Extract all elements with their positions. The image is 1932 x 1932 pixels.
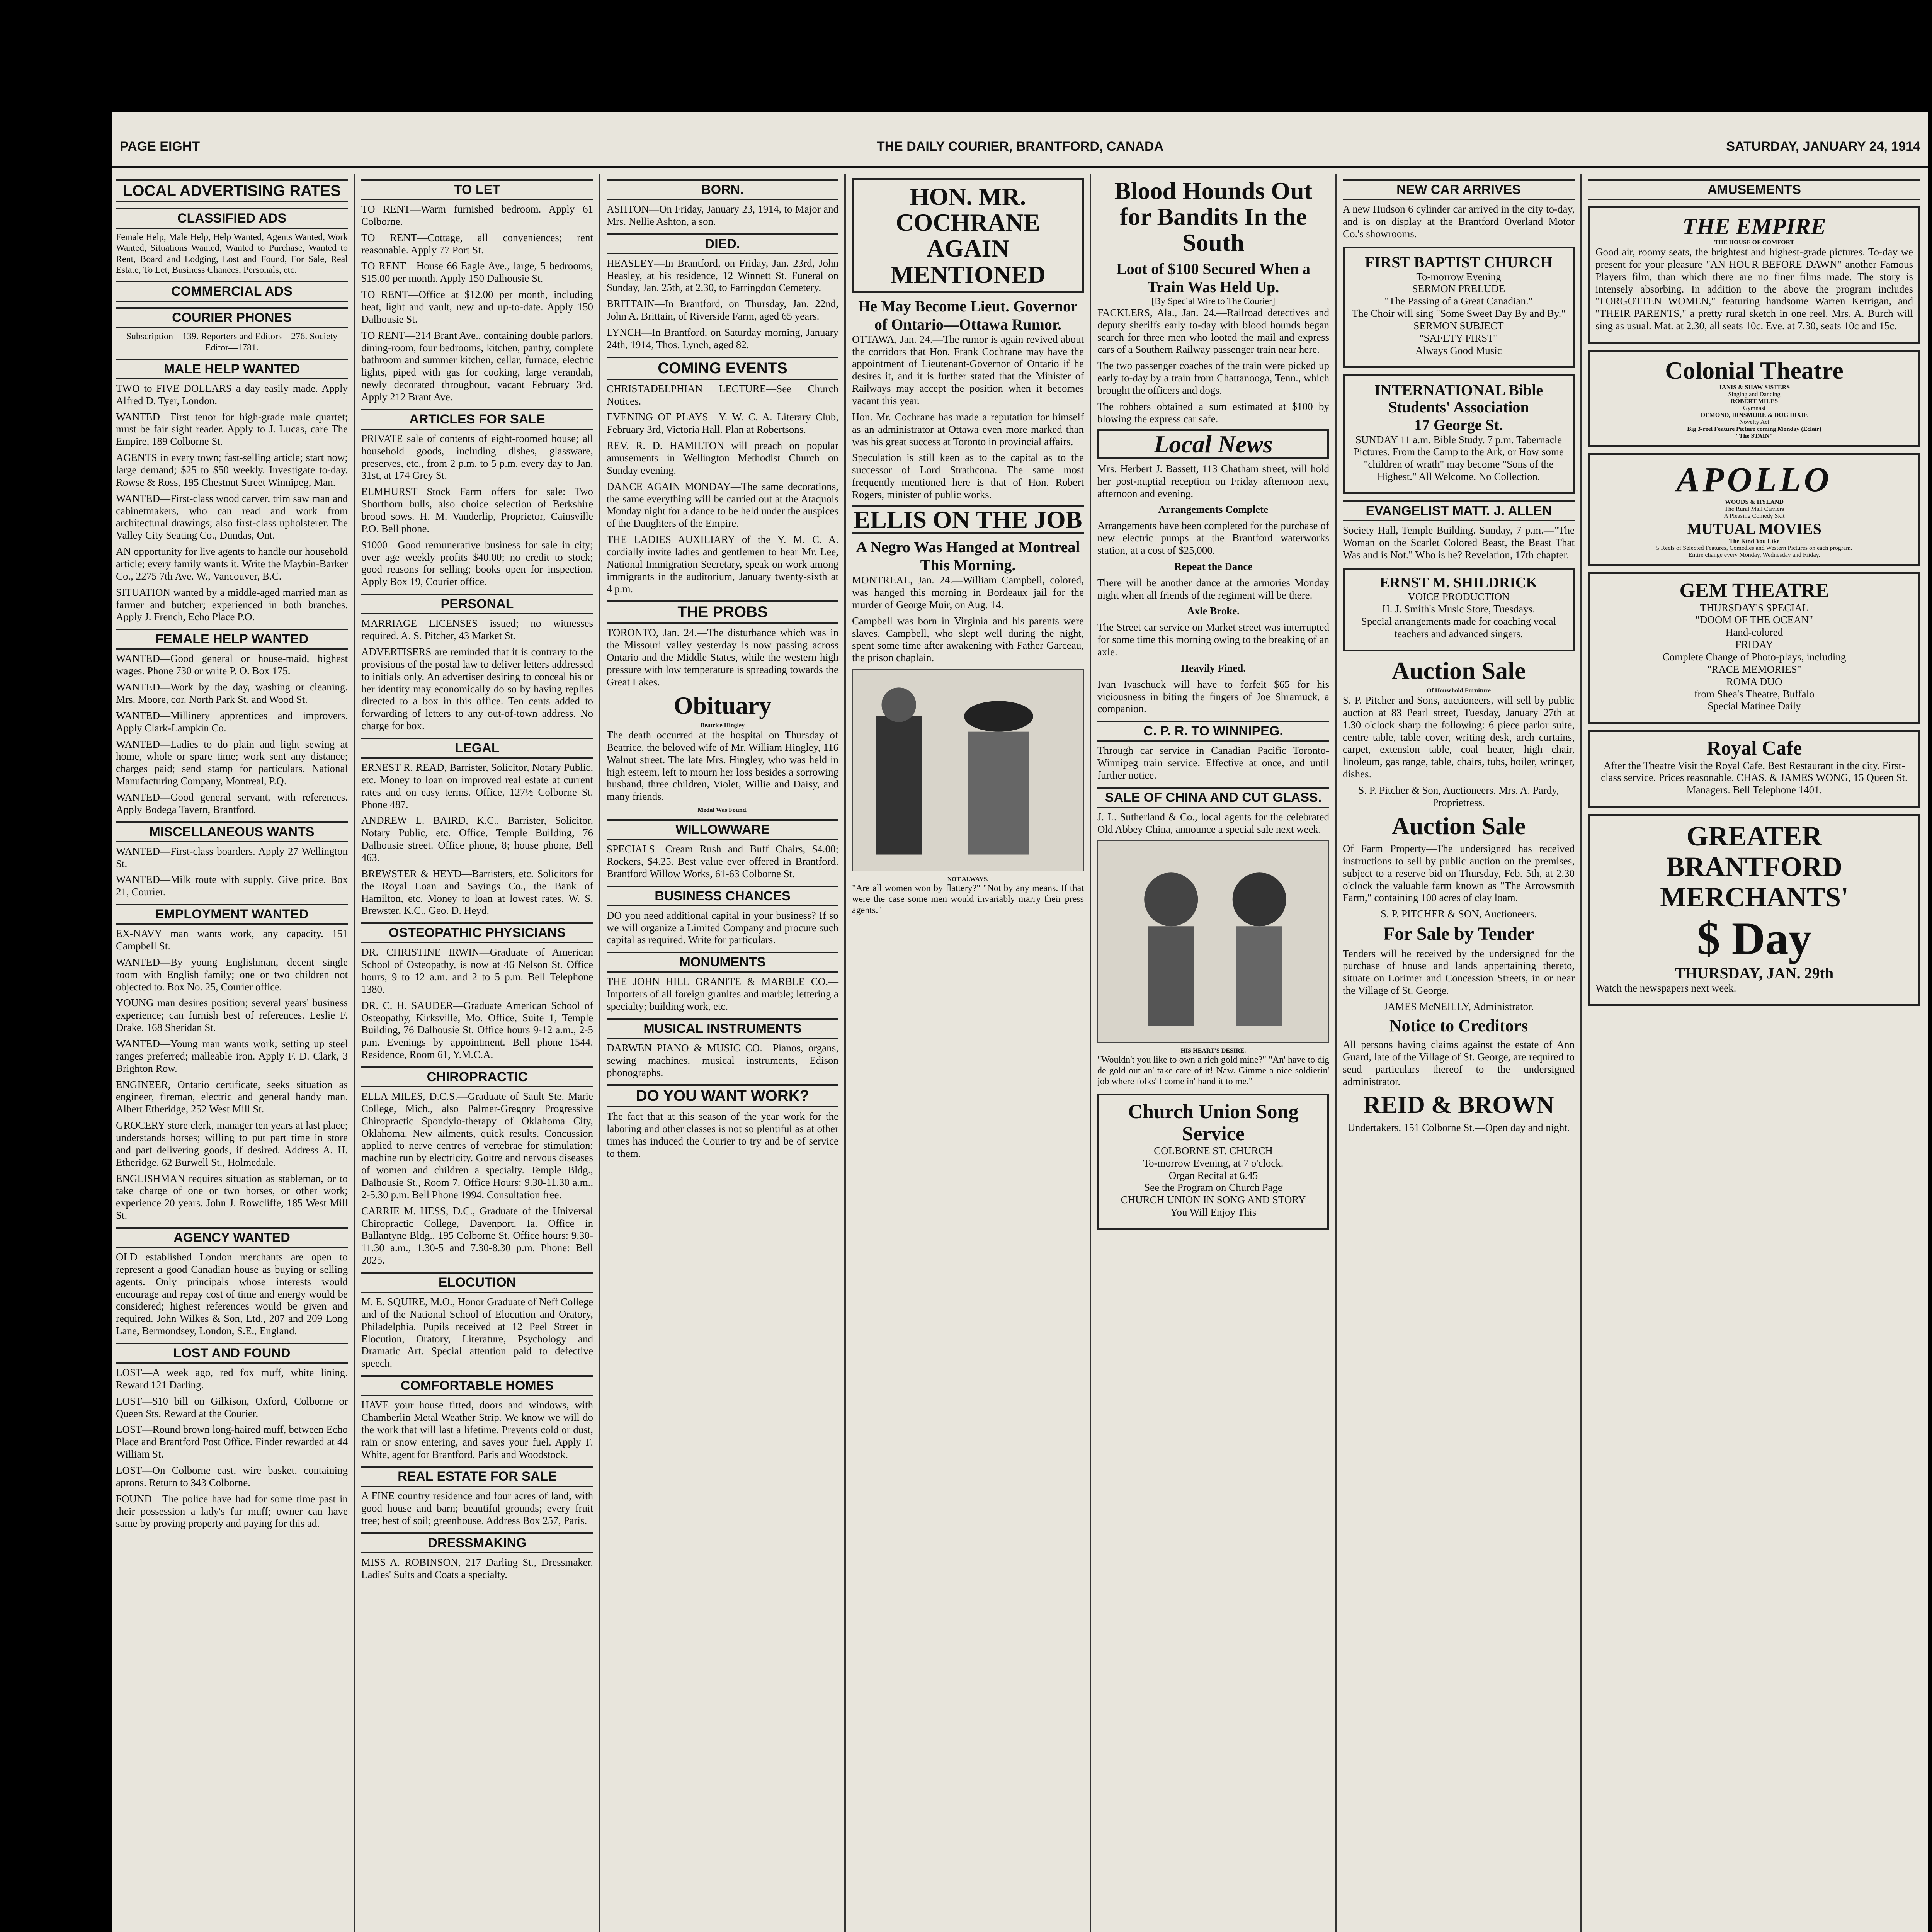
classified-ad: LOST—A week ago, red fox muff, white lining. Reward 121 Darling. (116, 1367, 348, 1391)
dollar-day-title: $ Day (1697, 912, 1812, 964)
classified-ad: ELMHURST Stock Farm offers for sale: Two Shorthorn bulls, also choice selection of Berkshire brood sows. H. M. Vanderlip, Proprietor, Cainsville P.O. Bell phone. (361, 486, 593, 534)
cpr-text: Through car service in Canadian Pacific Toronto-Winnipeg train service. Effective at once, and until further notice. (1097, 745, 1329, 781)
classified-ad: AGENTS in every town; fast-selling article; start now; large demand; $25 to $50 weekly. Investigate to-day. Rowse & Ross, 195 Chestnut Street Winnipeg, Man. (116, 452, 348, 488)
church-union-ad (1097, 1094, 1329, 1230)
local-subhead: Repeat the Dance (1174, 560, 1253, 572)
local-subhead: Heavily Fined. (1181, 662, 1246, 674)
death-notice: LYNCH—In Brantford, on Saturday morning, January 24th, 1914, Thos. Lynch, aged 82. (607, 327, 838, 350)
event-item: THE LADIES AUXILIARY of the Y. M. C. A. cordially invite ladies and gentlemen to hear Mr. Lee, National Immigration Secretary, speak on work among immigrants in the auditorium, January twenty-sixth at 4 p.m. (607, 534, 838, 595)
cartoon-caption: NOT ALWAYS. (947, 876, 989, 883)
gem-text: THURSDAY'S SPECIAL "DOOM OF THE OCEAN" Hand-colored FRIDAY Complete Change of Photo-plays, including "RACE MEMORIES" ROMA DUO from Shea's Theatre, Buffalo Special Matinee Daily (1662, 602, 1846, 712)
auction-header: Auction Sale (1391, 812, 1526, 840)
cartoon-figure-body (1148, 926, 1194, 1026)
classified-ad: GROCERY store clerk, manager ten years at last place; understands horses; willing to put part time in store and part delivering goods, if desired. Address A. H. Etheridge, 62 Burwell St., Holmedale. (116, 1119, 348, 1168)
ibsa-text: SUNDAY 11 a.m. Bible Study. 7 p.m. Tabernacle Pictures. From the Camp to the Ark, or How some "children of wrath" may become "Sons of the Highest." All Welcome. No Collection. (1354, 434, 1564, 483)
classified-ad: WANTED—Work by the day, washing or cleaning. Mrs. Moore, cor. North Park St. and Wood St. (116, 681, 348, 705)
page-number: PAGE EIGHT (120, 139, 200, 154)
gem-ad (1588, 572, 1920, 724)
column-classified (112, 174, 352, 1932)
classified-ad: TO RENT—House 66 Eagle Ave., large, 5 bedrooms, $15.00 per month. Apply 150 Dalhousie St. (361, 260, 593, 284)
classified-ad: DR. C. H. SAUDER—Graduate American School of Osteopathy, Kirksville, Mo. Office, Suite 1, Temple Building, 76 Dalhousie St. Office hours 9-12 a.m., 2-5 p.m. Evenings by appointment. Bell phone 1544. Residence, Room 61, Y.M.C.A. (361, 999, 593, 1061)
classified-ad: TO RENT—Office at $12.00 per month, including heat, light and vault, new and up-to-date. Apply 150 Dalhousie St. (361, 289, 593, 325)
obituary-header: Obituary (673, 691, 772, 719)
female-help-header: FEMALE HELP WANTED (116, 629, 348, 650)
apollo-act: The Rural Mail Carriers (1724, 506, 1784, 513)
apollo-act: Entire change every Monday, Wednesday and Friday. (1688, 552, 1820, 559)
empire-title: THE EMPIRE (1682, 214, 1826, 239)
apollo-act: A Pleasing Comedy Skit (1724, 513, 1785, 520)
evangelist-header: EVANGELIST MATT. J. ALLEN (1343, 500, 1575, 521)
local-item: Arrangements have been completed for the purchase of new electric pumps at the Brantford waterworks station, at a cost of $25,000. (1097, 520, 1329, 556)
masthead (112, 128, 1928, 162)
cartoon-text: "Are all women won by flattery?" "Not by any means. If that were the case some men would invariably marry their press agents." (852, 883, 1084, 915)
colonial-act: Gymnast (1743, 405, 1765, 412)
creditors-text: All persons having claims against the estate of Ann Guard, late of the Village of St. George, are required to send particulars thereof to the undersigned administrator. (1343, 1038, 1575, 1087)
classified-ad: WANTED—First tenor for high-grade male quartet; must be fair sight reader. Apply to J. Lucas, care The Empire, 189 Colborne St. (116, 411, 348, 447)
work-text: The fact that at this season of the year work for the laboring and other classes is not so plentiful as at other times has induced the Courier to try and be of service to them. (607, 1111, 838, 1160)
ellis-subhead: A Negro Was Hanged at Montreal This Morning. (856, 538, 1080, 574)
tender-sign: JAMES McNEILLY, Administrator. (1383, 1000, 1534, 1012)
classified-ad: LOST—On Colborne east, wire basket, containing aprons. Return to 343 Colborne. (116, 1464, 348, 1488)
born-header: BORN. (607, 179, 838, 200)
auction-sign: S. P. PITCHER & SON, Auctioneers. (1380, 908, 1537, 920)
dressmaking-header: DRESSMAKING (361, 1532, 593, 1553)
male-help-header: MALE HELP WANTED (116, 359, 348, 379)
employment-header: EMPLOYMENT WANTED (116, 904, 348, 925)
rates-title: LOCAL ADVERTISING RATES (116, 179, 348, 202)
born-text: ASHTON—On Friday, January 23, 1914, to Major and Mrs. Nellie Ashton, a son. (607, 203, 838, 227)
classified-ad: WANTED—Good general servant, with references. Apply Bodega Tavern, Brantford. (116, 791, 348, 815)
colonial-act: Novelty Act (1739, 419, 1769, 426)
cartoon-figure-head (1144, 872, 1198, 926)
realestate-header: REAL ESTATE FOR SALE (361, 1466, 593, 1487)
column-local (1094, 174, 1333, 1932)
probs-header: THE PROBS (607, 600, 838, 624)
phones-header: COURIER PHONES (116, 307, 348, 328)
column-notices (603, 174, 842, 1932)
masthead-rule (112, 166, 1928, 168)
china-header: SALE OF CHINA AND CUT GLASS. (1097, 787, 1329, 808)
tender-header: For Sale by Tender (1383, 923, 1534, 944)
gem-title: GEM THEATRE (1679, 580, 1829, 602)
for-sale-header: ARTICLES FOR SALE (361, 409, 593, 430)
obituary-subhead: Beatrice Hingley (700, 722, 745, 729)
classified-ad: AN opportunity for live agents to handle our household article; every family wants it. Write the Maybin-Barker Co., 2275 7th Ave. W., Vancouver, B.C. (116, 546, 348, 582)
classified-ad: WANTED—Ladies to do plain and light sewing at home, whole or spare time; work sent any distance; charges paid; send stamp for particulars. National Manufacturing Company, Montreal, P.Q. (116, 738, 348, 787)
classified-ad: ELLA MILES, D.C.S.—Graduate of Sault Ste. Marie College, Mich., also Palmer-Gregory Progressive Chiropractic Spondylo-therapy of Oklahoma City, Oklahoma. New ailments, quick results. Concussion applied to nerve centres of vertebrae for stimulation; machine run by electricity. Goitre and nervous diseases of women and children a specialty. Temple Bldg., Dalhousie St., Room 7. Office Hours: 9.30-11.30 a.m., 2-5.30 p.m. Bell Phone 1994. Consultation free. (361, 1090, 593, 1201)
evangelist-text: Society Hall, Temple Building. Sunday, 7 p.m.—"The Woman on the Scarlet Colored Beast, the Beast That Was and is Not." Who is he? Revelation, 17th chapter. (1343, 524, 1575, 561)
classified-ad: EX-NAVY man wants work, any capacity. 151 Campbell St. (116, 928, 348, 952)
ibsa-ad (1343, 374, 1575, 494)
local-item: The Street car service on Market street was interrupted for some time this morning owing to the breaking of an axle. (1097, 621, 1329, 658)
story-paragraph: Hon. Mr. Cochrane has made a reputation for himself as an administrator at Ottawa even more marked than was his great success at Toronto in provincial affairs. (852, 411, 1084, 447)
classified-header: CLASSIFIED ADS (116, 208, 348, 229)
event-item: REV. R. D. HAMILTON will preach on popular amusements in Wellington Methodist Church on Sunday evening. (607, 440, 838, 476)
classified-ad: TO RENT—Cottage, all conveniences; rent reasonable. Apply 77 Port St. (361, 231, 593, 256)
classified-ad: WANTED—Good general or house-maid, highest wages. Phone 730 or write P. O. Box 175. (116, 653, 348, 677)
cafe-title: Royal Cafe (1706, 737, 1802, 760)
ellis-headline: ELLIS ON THE JOB (852, 505, 1084, 534)
elocution-header: ELOCUTION (361, 1272, 593, 1293)
legal-header: LEGAL (361, 738, 593, 759)
newcar-text: A new Hudson 6 cylinder car arrived in the city to-day, and is on display at the Brantford Overland Motor Co.'s showrooms. (1343, 203, 1575, 240)
bloodhounds-subhead: Loot of $100 Secured When a Train Was Held Up. (1116, 260, 1310, 296)
wire-credit: [By Special Wire to The Courier] (1151, 296, 1276, 306)
empire-subtitle: THE HOUSE OF COMFORT (1714, 239, 1794, 246)
classified-ad: WANTED—First-class wood carver, trim saw man and cabinetmakers, who can read and work from architectural drawings; also first-class upholsterer. The Valley City Seating Co., Dundas, Ont. (116, 492, 348, 541)
column-divider (1580, 174, 1582, 1932)
auction-text: S. P. Pitcher and Sons, auctioneers, will sell by public auction at 83 Pearl street, Tuesday, January 27th at 1.30 o'clock sharp the following: 6 piece parlor suite, centre table, table cover, writing desk, arch curtains, carpet, extension table, coal heater, high chair, linoleum, gas range, table, chairs, tubs, boiler, wringer, dishes. (1343, 694, 1575, 780)
royal-cafe-ad (1588, 730, 1920, 808)
baptist-church-ad (1343, 247, 1575, 368)
obituary-text: The death occurred at the hospital on Thursday of Beatrice, the beloved wife of Mr. William Hingley, 116 Walnut street. The late Mrs. Hingley, who was held in high esteem, left to mourn her loss besides a sorrowing husband, three children, Violet, Willie and Daisy, and many friends. (607, 729, 838, 803)
classified-ad: FOUND—The police have had for some time past in their possession a lady's fur muff; owner can have same by proving property and paying for this ad. (116, 1493, 348, 1529)
classified-ad: ERNEST R. READ, Barrister, Solicitor, Notary Public, etc. Money to loan on improved real estate at current rates and on easy terms. Office, 127½ Colborne St. Phone 487. (361, 761, 593, 810)
tender-text: Tenders will be received by the undersigned for the purchase of house and lands appertaining thereto, situate on Lorimer and Concession Streets, in or near the Village of St. George. (1343, 947, 1575, 997)
china-text: J. L. Sutherland & Co., local agents for the celebrated Old Abbey China, announce a special sale next week. (1097, 811, 1329, 835)
classified-ad: BREWSTER & HEYD—Barristers, etc. Solicitors for the Royal Loan and Savings Co., the Bank of Hamilton, etc. Money to loan at lowest rates. W. S. Brewster, K.C., Geo. D. Heyd. (361, 867, 593, 917)
medal-subhead: Medal Was Found. (697, 807, 748, 814)
apollo-act: 5 Reels of Selected Features, Comedies and Western Pictures on each program. (1656, 545, 1852, 552)
local-item: Ivan Ivaschuck will have to forfeit $65 for his viciousness in biting the fingers of Joe Shramuck, a companion. (1097, 678, 1329, 715)
dollar-day-date: THURSDAY, JAN. 29th (1675, 964, 1834, 982)
classified-text: Female Help, Male Help, Help Wanted, Agents Wanted, Work Wanted, Situations Wanted, Wanted to Purchase, Wanted to Rent, Board and Lodging, Lost and Found, For Sale, Real Estate, To Let, Business Chances, Personals, etc. (116, 232, 348, 275)
cpr-header: C. P. R. TO WINNIPEG. (1097, 721, 1329, 742)
story-paragraph: MONTREAL, Jan. 24.—William Campbell, colored, was hanged this morning in Bordeaux jail for the murder of George Muir, on Aug. 14. (852, 574, 1084, 611)
creditors-header: Notice to Creditors (1389, 1016, 1528, 1035)
death-notice: HEASLEY—In Brantford, on Friday, Jan. 23rd, John Heasley, at his residence, 12 Winnett St. Funeral on Sunday, Jan. 25th, at 2.30, to Farringdon Cemetery. (607, 257, 838, 294)
dollar-day-header: GREATER BRANTFORD MERCHANTS' (1660, 821, 1849, 913)
issue-date: SATURDAY, JANUARY 24, 1914 (1726, 139, 1920, 154)
column-divider (1090, 174, 1091, 1932)
church-union-text: COLBORNE ST. CHURCH To-morrow Evening, at 7 o'clock. Organ Recital at 6.45 See the Program on Church Page CHURCH UNION IN SONG AND STORY You Will Enjoy This (1121, 1145, 1306, 1218)
ibsa-address: 17 George St. (1414, 416, 1503, 434)
story-paragraph: The two passenger coaches of the train were picked up early to-day by a train from Chattanooga, Tenn., which brought the officers and dogs. (1097, 360, 1329, 396)
willowware-text: SPECIALS—Cream Rush and Buff Chairs, $4.00; Rockers, $4.25. Best value ever offered in Brantford. Brantford Willow Works, 61-63 Colborne St. (607, 843, 838, 879)
story-paragraph: Speculation is still keen as to the capital as to the successor of Lord Strathcona. The same most frequently mentioned here is that of Hon. Robert Rogers, minister of public works. (852, 452, 1084, 501)
bloodhounds-headline: Blood Hounds Out for Bandits In the South (1114, 177, 1313, 257)
apollo-title: APOLLO (1676, 461, 1832, 499)
classified-ad: WANTED—By young Englishman, decent single room with English family; one or two children not objected to. Box No. 25, Courier office. (116, 956, 348, 993)
column-divider (844, 174, 846, 1932)
auction-text: Of Farm Property—The undersigned has received instructions to sell by public auction on the premises, subject to a reserve bid on Thursday, Feb. 5th, at 2.30 o'clock the valuable farm known as "The Arrowsmith Farm," containing 100 acres of clay loam. (1343, 842, 1575, 904)
ernst-ad (1343, 568, 1575, 651)
classified-ad: $1000—Good remunerative business for sale in city; over age weekly profits $40.00; no credit to stock; good reasons for selling; books open for inspection. Apply Box 19, Courier office. (361, 539, 593, 588)
empire-ad (1588, 206, 1920, 344)
probs-text: TORONTO, Jan. 24.—The disturbance which was in the Missouri valley yesterday is now passing across Ontario and the Middle States, while the western high pressure with low temperature is spreading towards the Great Lakes. (607, 627, 838, 688)
amusements-header: AMUSEMENTS (1588, 179, 1920, 200)
classified-ad: TO RENT—Warm furnished bedroom. Apply 61 Colborne. (361, 203, 593, 227)
empire-text: Good air, roomy seats, the brightest and highest-grade pictures. To-day we present for your pleasure "AN HOUR BEFORE DAWN" another Famous Players film, than which there are no finer films made. The story is intensely absorbing. In addition to the above the program includes "FORGOTTEN WOMEN," featuring handsome Warren Kerrigan, and "THEIR PARENTS," a pretty rural sketch in one reel. Mrs. A. Burch will sing as usual. Mat. at 2.30, all seats 10c. Eve. at 7.30, seats 10c and 15c. (1595, 246, 1913, 332)
column-to-let (357, 174, 597, 1932)
died-header: DIED. (607, 233, 838, 254)
realestate-text: A FINE country residence and four acres of land, with good house and barn; beautiful grounds; every fruit tree; best of soil; greenhouse. Address Box 257, Paris. (361, 1490, 593, 1527)
church-union-title: Church Union Song Service (1128, 1100, 1299, 1145)
column-divider (599, 174, 600, 1932)
ibsa-title: INTERNATIONAL Bible Students' Association (1374, 381, 1543, 416)
local-subhead: Axle Broke. (1187, 605, 1240, 617)
event-item: CHRISTADELPHIAN LECTURE—See Church Notices. (607, 383, 838, 407)
monuments-text: THE JOHN HILL GRANITE & MARBLE CO.—Importers of all foreign granites and marble; lettering a specialty; building work, etc. (607, 976, 838, 1012)
colonial-act: ROBERT MILES (1730, 398, 1778, 405)
work-header: DO YOU WANT WORK? (607, 1084, 838, 1107)
death-notice: BRITTAIN—In Brantford, on Thursday, Jan. 22nd, John A. Brittain, of Riverside Farm, aged 65 years. (607, 298, 838, 322)
classified-ad: PRIVATE sale of contents of eight-roomed house; all household goods, including dishes, glassware, preserves, etc., from 2 p.m. to 5 p.m. every day to Jan. 31st, at 174 Grey St. (361, 432, 593, 481)
classified-ad: TO RENT—214 Brant Ave., containing double parlors, dining-room, four bedrooms, kitchen, pantry, complete bathroom and summer kitchen, cellar, furnace, electric lights, piped with gas for cooking, large verandah, newly decorated throughout, vacant February 3rd. Apply 212 Brant Ave. (361, 329, 593, 403)
monuments-header: MONUMENTS (607, 952, 838, 973)
cartoon-figure-body (1236, 926, 1282, 1026)
story-paragraph: OTTAWA, Jan. 24.—The rumor is again revived about the corridors that Hon. Frank Cochrane may have the appointment of Lieutenant-Governor of Ontario if he desires it, and it is further stated that the Minister of Railways may accept the position when it becomes vacant this year. (852, 333, 1084, 407)
coming-events-header: COMING EVENTS (607, 357, 838, 380)
reid-brown-header: REID & BROWN (1363, 1091, 1554, 1119)
cartoon-figure-woman (968, 732, 1029, 855)
cafe-text: After the Theatre Visit the Royal Cafe. Best Restaurant in the city. First-class service. Prices reasonable. CHAS. & JAMES WONG, 15 Queen St. Managers. Bell Telephone 1401. (1601, 759, 1908, 796)
classified-ad: DR. CHRISTINE IRWIN—Graduate of American School of Osteopathy, is now at 46 Nelson St. Office hours, 9 to 12 a.m. and 2 to 5 p.m. Bell Telephone 1380. (361, 946, 593, 995)
classified-ad: WANTED—Milk route with supply. Give price. Box 21, Courier. (116, 874, 348, 898)
musical-text: DARWEN PIANO & MUSIC CO.—Pianos, organs, sewing machines, musical instruments, Edison phonographs. (607, 1042, 838, 1078)
osteo-header: OSTEOPATHIC PHYSICIANS (361, 922, 593, 943)
dollar-day-ad (1588, 814, 1920, 1005)
classified-ad: YOUNG man desires position; several years' business experience; can furnish best of references. Leslie F. Drake, 168 Sheridan St. (116, 997, 348, 1034)
column-divider (354, 174, 355, 1932)
cartoon-figure-head (882, 688, 916, 722)
commercial-header: COMMERCIAL ADS (116, 281, 348, 302)
colonial-ad (1588, 350, 1920, 447)
agency-text: OLD established London merchants are open to represent a good Canadian house as buying or selling agents. Only principals whose interests would encourage and repay cost of time and energy would be considered; highest references would be given and required. John Wilkes & Son, Ltd., 207 and 209 Long Lane, Bermondsey, London, S.E., England. (116, 1251, 348, 1337)
cartoon-illustration (852, 669, 1084, 871)
local-item: There will be another dance at the armories Monday night when all friends of the regiment will be there. (1097, 577, 1329, 601)
colonial-act: "The STAIN" (1735, 433, 1773, 440)
classified-ad: ENGINEER, Ontario certificate, seeks situation as engineer, fireman, electric and general handy man. Albert Etheridge, 252 West Mill St. (116, 1078, 348, 1115)
classified-ad: CARRIE M. HESS, D.C., Graduate of the Universal Chiropractic College, Davenport, Ia. Office in Ballantyne Bldg., 195 Colborne St. Office hours: 9.30-11.30 a.m., 1.30-5 and 7.30-8.30 p.m. Phone: Bell 2025. (361, 1205, 593, 1266)
ernst-title: ERNST M. SHILDRICK (1380, 574, 1537, 591)
phones-text: Subscription—139. Reporters and Editors—276. Society Editor—1781. (126, 332, 338, 353)
business-header: BUSINESS CHANCES (607, 886, 838, 906)
classified-ad: ENGLISHMAN requires situation as stableman, or to take charge of one or two horses, or other work; experience 20 years. John J. Rowcliffe, 185 West Mill St. (116, 1172, 348, 1221)
apollo-ad (1588, 453, 1920, 566)
colonial-act: Big 3-reel Feature Picture coming Monday (Eclair) (1687, 426, 1821, 433)
classified-ad: ANDREW L. BAIRD, K.C., Barrister, Solicitor, Notary Public, etc. Office, Temple Building, 76 Dalhousie street. Office phone, 8; house phone, Bell 463. (361, 815, 593, 863)
ernst-text: VOICE PRODUCTION H. J. Smith's Music Store, Tuesdays. Special arrangements made for coaching vocal teachers and advanced singers. (1361, 591, 1556, 639)
baptist-title: FIRST BAPTIST CHURCH (1365, 253, 1553, 271)
local-news-header: Local News (1097, 429, 1329, 459)
colonial-act: Singing and Dancing (1728, 391, 1781, 398)
auction-header: Auction Sale (1391, 656, 1526, 684)
lost-found-header: LOST AND FOUND (116, 1343, 348, 1364)
local-item: Mrs. Herbert J. Bassett, 113 Chatham street, will hold her post-nuptial reception on Friday afternoon next, afternoon and evening. (1097, 463, 1329, 499)
homes-header: COMFORTABLE HOMES (361, 1375, 593, 1396)
cartoon-figure-man (876, 716, 922, 855)
column-church-auction (1339, 174, 1578, 1932)
cartoon-illustration (1097, 840, 1329, 1043)
classified-ad: LOST—Round brown long-haired muff, between Echo Place and Brantford Post Office. Finder rewarded at 44 William St. (116, 1423, 348, 1460)
reid-brown-text: Undertakers. 151 Colborne St.—Open day and night. (1347, 1121, 1570, 1133)
musical-header: MUSICAL INSTRUMENTS (607, 1018, 838, 1039)
paper-name: THE DAILY COURIER, BRANTFORD, CANADA (876, 139, 1164, 154)
cartoon-text: "Wouldn't you like to own a rich gold mine?" "An' have to dig de gold out an' take care of it! Naw. Gimme a nice soldierin' job where folks'll come in' hand it to me." (1097, 1054, 1329, 1087)
apollo-act: WOODS & HYLAND (1725, 499, 1784, 506)
story-paragraph: Campbell was born in Virginia and his parents were slaves. Campbell, who slept well during the night, spent some time after awakening with Father Garceau, the prison chaplain. (852, 615, 1084, 664)
colonial-title: Colonial Theatre (1665, 357, 1844, 384)
agency-header: AGENCY WANTED (116, 1227, 348, 1248)
auction-subhead: Of Household Furniture (1427, 687, 1491, 694)
apollo-act: MUTUAL MOVIES (1687, 520, 1821, 538)
colonial-act: DEMOND, DINSMORE & DOG DIXIE (1701, 412, 1808, 419)
apollo-act: The Kind You Like (1729, 538, 1780, 545)
cartoon-hat (964, 701, 1033, 731)
local-subhead: Arrangements Complete (1158, 503, 1269, 515)
dressmaking-text: MISS A. ROBINSON, 217 Darling St., Dressmaker. Ladies' Suits and Coats a specialty. (361, 1556, 593, 1580)
event-item: DANCE AGAIN MONDAY—The same decorations, the same everything will be carried out at the Ataquois Monday night for a dance to be held under the auspices of the Daughters of the Empire. (607, 480, 838, 529)
classified-ad: WANTED—First-class boarders. Apply 27 Wellington St. (116, 845, 348, 869)
willowware-header: WILLOWWARE (607, 819, 838, 840)
newspaper-page (112, 112, 1928, 1932)
cartoon-caption: HIS HEART'S DESIRE. (1180, 1047, 1246, 1054)
elocution-text: M. E. SQUIRE, M.O., Honor Graduate of Neff College and of the National School of Elocution and Oratory, Philadelphia. Pupils received at 12 Peel Street in Elocution, Oratory, Literature, Psychology and Dramatic Art. Special attention paid to defective speech. (361, 1296, 593, 1369)
chiro-header: CHIROPRACTIC (361, 1066, 593, 1087)
classified-ad: WANTED—Young man wants work; setting up steel ranges preferred; malleable iron. Apply F. D. Clark, 3 Brighton Row. (116, 1037, 348, 1074)
misc-wants-header: MISCELLANEOUS WANTS (116, 821, 348, 842)
column-amusements (1584, 174, 1924, 1932)
column-divider (1335, 174, 1337, 1932)
cochrane-subhead: He May Become Lieut. Governor of Ontario—Ottawa Rumor. (858, 297, 1078, 333)
classified-ad: SITUATION wanted by a middle-aged married man as farmer and butcher; experienced in both branches. Apply J. French, Echo Place P.O. (116, 586, 348, 623)
newcar-header: NEW CAR ARRIVES (1343, 179, 1575, 200)
personal-header: PERSONAL (361, 594, 593, 614)
classified-ad: WANTED—Millinery apprentices and improvers. Apply Clark-Lampkin Co. (116, 709, 348, 734)
dollar-day-note: Watch the newspapers next week. (1595, 982, 1736, 994)
auction-sign: S. P. Pitcher & Son, Auctioneers. Mrs. A. Pardy, Proprietress. (1358, 784, 1559, 808)
classified-ad: LOST—$10 bill on Gilkison, Oxford, Colborne or Queen Sts. Reward at the Courier. (116, 1395, 348, 1419)
classified-ad: ADVERTISERS are reminded that it is contrary to the provisions of the postal law to deliver letters addressed to initials only. An advertiser desiring to conceal his or her identity may economically do so by having replies directed to a box in this office. Ten cents added to forwarding of letters to any out-of-town address. No charge for box. (361, 646, 593, 732)
story-paragraph: FACKLERS, Ala., Jan. 24.—Railroad detectives and deputy sheriffs early to-day with blood hounds began search for three men who looted the mail and express cars of a Southern Railway passenger train near here. (1097, 306, 1329, 355)
event-item: EVENING OF PLAYS—Y. W. C. A. Literary Club, February 3rd, Victoria Hall. Plan at Robertsons. (607, 411, 838, 435)
baptist-text: To-morrow Evening SERMON PRELUDE "The Passing of a Great Canadian." The Choir will sing "Some Sweet Day By and By." SERMON SUBJECT "SAFETY FIRST" Always Good Music (1352, 270, 1566, 356)
classified-ad: TWO to FIVE DOLLARS a day easily made. Apply Alfred D. Tyer, London. (116, 382, 348, 406)
cochrane-headline: HON. MR. COCHRANE AGAIN MENTIONED (852, 178, 1084, 293)
cartoon-figure-head (1233, 872, 1286, 926)
homes-text: HAVE your house fitted, doors and windows, with Chamberlin Metal Weather Strip. We know we will do the work that will last a lifetime. Prevents cold or dust, rain or snow entering, and saves your fuel. Apply F. White, agent for Brantford, Paris and Woodstock. (361, 1399, 593, 1460)
classified-ad: MARRIAGE LICENSES issued; no witnesses required. A. S. Pitcher, 43 Market St. (361, 617, 593, 642)
business-text: DO you need additional capital in your business? If so we will organize a Limited Company and procure such capital as required. Write for particulars. (607, 909, 838, 946)
colonial-act: JANIS & SHAW SISTERS (1718, 384, 1790, 391)
column-cochrane (848, 174, 1088, 1932)
story-paragraph: The robbers obtained a sum estimated at $100 by blowing the express car safe. (1097, 400, 1329, 425)
to-let-header: TO LET (361, 179, 593, 200)
